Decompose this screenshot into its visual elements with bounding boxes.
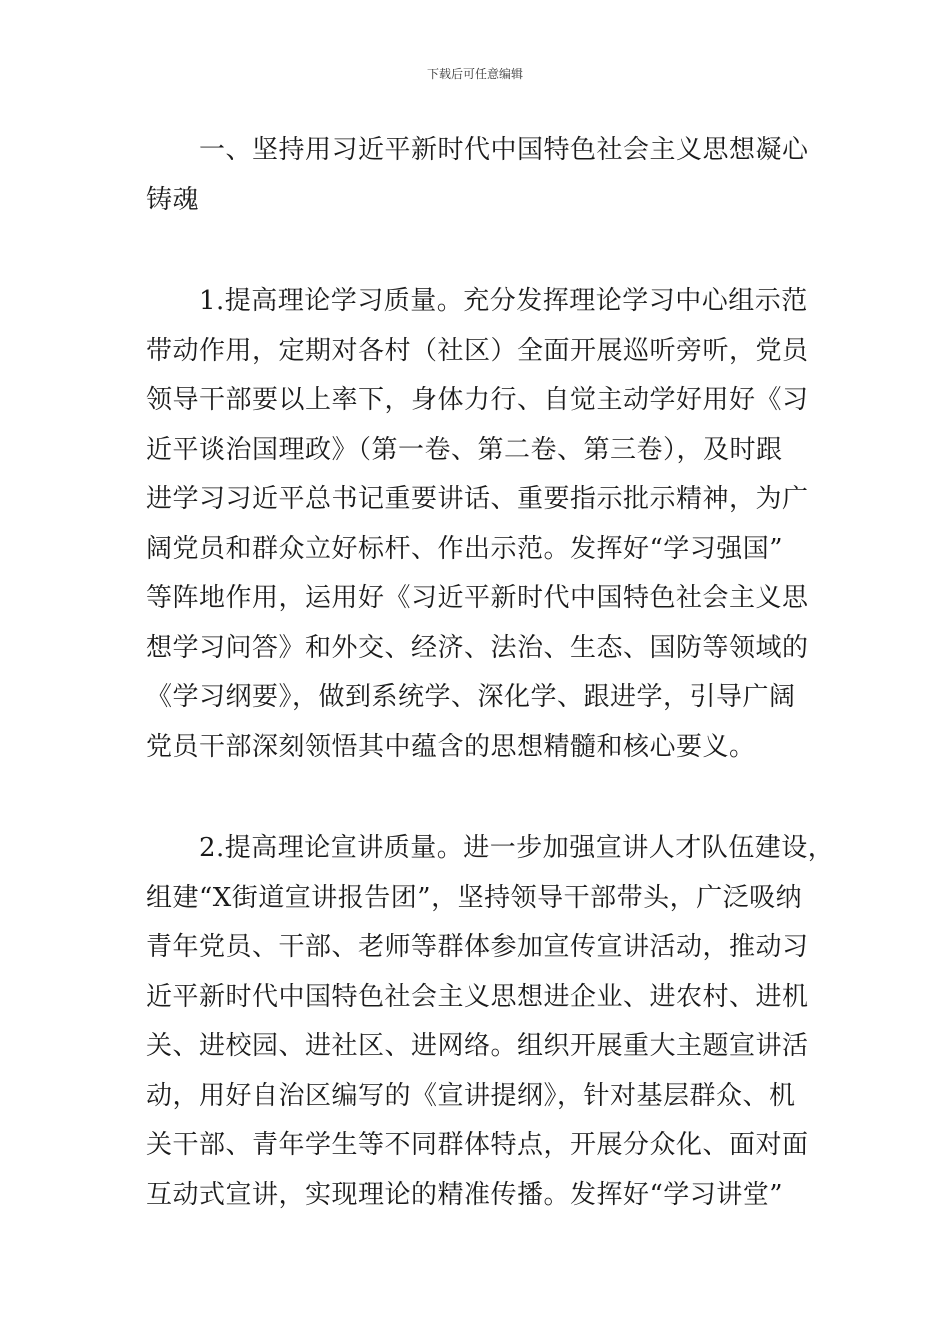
paragraph-line: 《学习纲要》，做到系统学、深化学、跟进学，引导广阔 (146, 682, 796, 712)
paragraph-line: 阔党员和群众立好标杆、作出示范。发挥好“学习强国” (146, 533, 784, 564)
paragraph-line: 关干部、青年学生等不同群体特点，开展分众化、面对面 (146, 1130, 809, 1160)
heading-line: 一、坚持用习近平新时代中国特色社会主义思想凝心 (146, 135, 809, 165)
paragraph-line: 组建“X街道宣讲报告团”，坚持领导干部带头，广泛吸纳 (146, 882, 803, 913)
heading-line: 铸魂 (146, 184, 200, 215)
document-body (146, 126, 835, 1220)
paragraph-line: 2.提高理论宣讲质量。进一步加强宣讲人才队伍建设， (146, 833, 835, 863)
paragraph-line: 近平谈治国理政》（第一卷、第二卷、第三卷），及时跟 (146, 434, 783, 465)
paragraph-line: 进学习习近平总书记重要讲话、重要指示批示精神，为广 (146, 484, 809, 514)
paragraph-line: 带动作用，定期对各村（社区）全面开展巡听旁听，党员 (146, 335, 809, 366)
paragraph-line: 互动式宣讲，实现理论的精准传播。发挥好“学习讲堂” (146, 1179, 784, 1210)
paragraph-line: 关、进校园、进社区、进网络。组织开展重大主题宣讲活 (146, 1031, 809, 1061)
paragraph-line: 党员干部深刻领悟其中蕴含的思想精髓和核心要义。 (146, 731, 756, 762)
paragraph-line: 青年党员、干部、老师等群体参加宣传宣讲活动，推动习 (146, 932, 809, 962)
paragraph-line: 1.提高理论学习质量。充分发挥理论学习中心组示范 (146, 286, 808, 316)
paragraph-1 (146, 277, 810, 772)
paragraph-line: 等阵地作用，运用好《习近平新时代中国特色社会主义思 (146, 583, 809, 613)
paragraph-2 (146, 824, 835, 1220)
section-heading (146, 126, 810, 225)
paragraph-line: 想学习问答》和外交、经济、法治、生态、国防等领域的 (146, 632, 809, 663)
page-header: 下载后可任意编辑 (426, 67, 523, 81)
paragraph-line: 领导干部要以上率下，身体力行、自觉主动学好用好《习 (146, 385, 809, 415)
paragraph-line: 近平新时代中国特色社会主义思想进企业、进农村、进机 (146, 981, 809, 1012)
paragraph-line: 动，用好自治区编写的《宣讲提纲》，针对基层群众、机 (146, 1080, 796, 1111)
